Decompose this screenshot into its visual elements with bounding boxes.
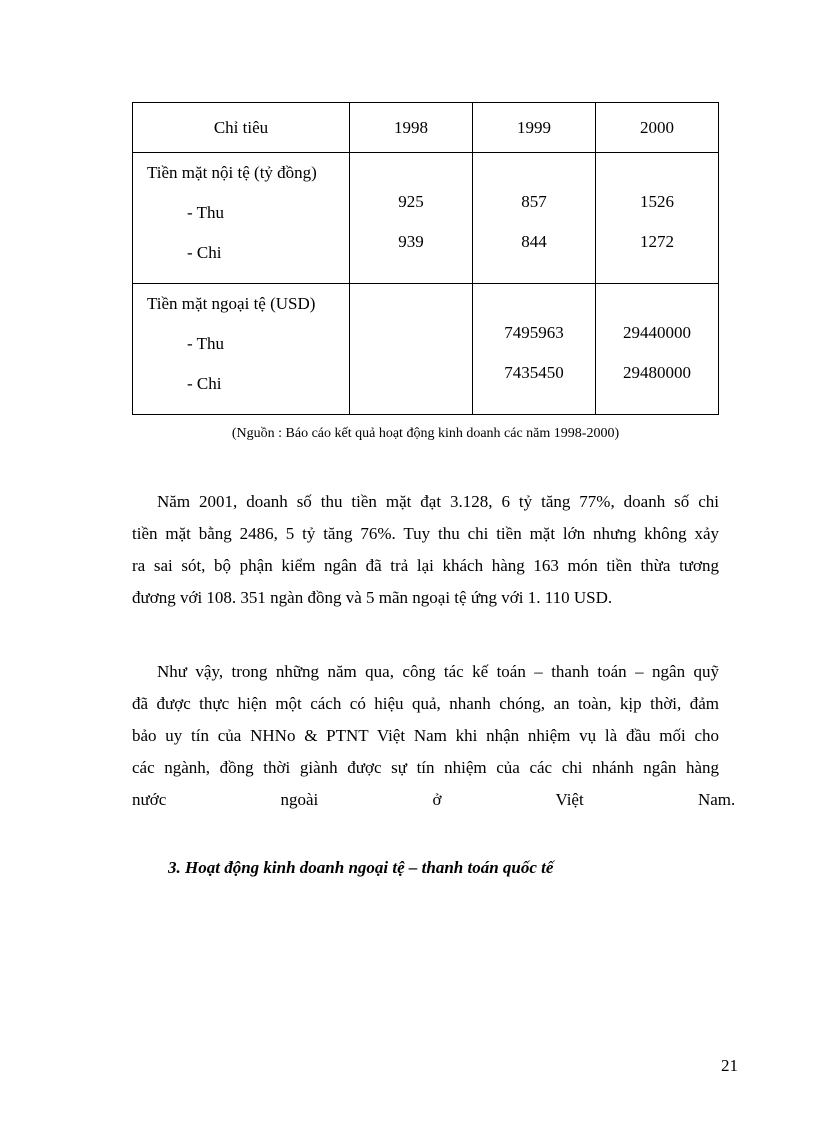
cell-value	[350, 361, 472, 401]
cell-value: 939	[398, 232, 424, 251]
cell-value: 857	[521, 192, 547, 211]
text-line: ra sai sót, bộ phận kiểm ngân đã trả lại khách hàng 163 món tiền thừa tương	[132, 556, 719, 575]
value-cell	[473, 284, 596, 415]
row-label: - Chi	[187, 374, 222, 393]
paragraph-summary	[132, 656, 736, 816]
cash-table	[132, 102, 719, 415]
row-label: - Thu	[187, 203, 224, 222]
group-title: Tiền mặt nội tệ (tỷ đồng)	[147, 163, 317, 182]
text-line: Như vậy, trong những năm qua, công tác kế toán – thanh toán – ngân quỹ	[157, 662, 719, 681]
paragraph-cash-2001	[132, 486, 719, 614]
cell-value: 7435450	[504, 363, 564, 382]
value-cell	[350, 153, 473, 284]
table-source-note: (Nguồn : Báo cáo kết quả hoạt động kinh doanh các năm 1998-2000)	[231, 426, 620, 441]
cell-value: 29480000	[623, 363, 691, 382]
value-cell	[596, 284, 719, 415]
text-line: đương với 108. 351 ngàn đồng và 5 mãn ngoại tệ ứng với 1. 110 USD.	[132, 588, 613, 607]
table-row	[133, 284, 719, 415]
value-cell	[596, 153, 719, 284]
group-label-foreign	[133, 284, 350, 415]
cell-value: 1272	[640, 232, 674, 251]
text-line: bảo uy tín của NHNo & PTNT Việt Nam khi nhận nhiệm vụ là đầu mối cho	[132, 726, 719, 745]
group-label-domestic	[133, 153, 350, 284]
text-line: tiền mặt bằng 2486, 5 tỷ tăng 76%. Tuy thu chi tiền mặt lớn nhưng không xảy	[132, 524, 719, 543]
cell-value: 29440000	[623, 323, 691, 342]
header-year-1998: 1998	[350, 103, 473, 153]
text-line: Năm 2001, doanh số thu tiền mặt đạt 3.128, 6 tỷ tăng 77%, doanh số chi	[157, 492, 719, 511]
cell-value: 1526	[640, 192, 674, 211]
text-line: nước ngoài ở Việt Nam.	[132, 790, 736, 809]
group-title: Tiền mặt ngoại tệ (USD)	[147, 294, 316, 313]
row-label: - Chi	[187, 243, 222, 262]
cell-value: 844	[521, 232, 547, 251]
text-line: đã được thực hiện một cách có hiệu quả, nhanh chóng, an toàn, kịp thời, đảm	[132, 694, 719, 713]
page-number: 21	[721, 1056, 738, 1075]
header-year-1999: 1999	[473, 103, 596, 153]
cell-value: 7495963	[504, 323, 564, 342]
row-label: - Thu	[187, 334, 224, 353]
section-heading: 3. Hoạt động kinh doanh ngoại tệ – thanh toán quốc tế	[168, 858, 554, 877]
text-line: các ngành, đồng thời giành được sự tín nhiệm của các chi nhánh ngân hàng	[132, 758, 719, 777]
header-year-2000: 2000	[596, 103, 719, 153]
table-row	[133, 153, 719, 284]
header-indicator: Chỉ tiêu	[133, 103, 350, 153]
cell-value	[350, 321, 472, 361]
table-header-row	[133, 103, 719, 153]
cell-value: 925	[398, 192, 424, 211]
value-cell	[473, 153, 596, 284]
value-cell	[350, 284, 473, 415]
